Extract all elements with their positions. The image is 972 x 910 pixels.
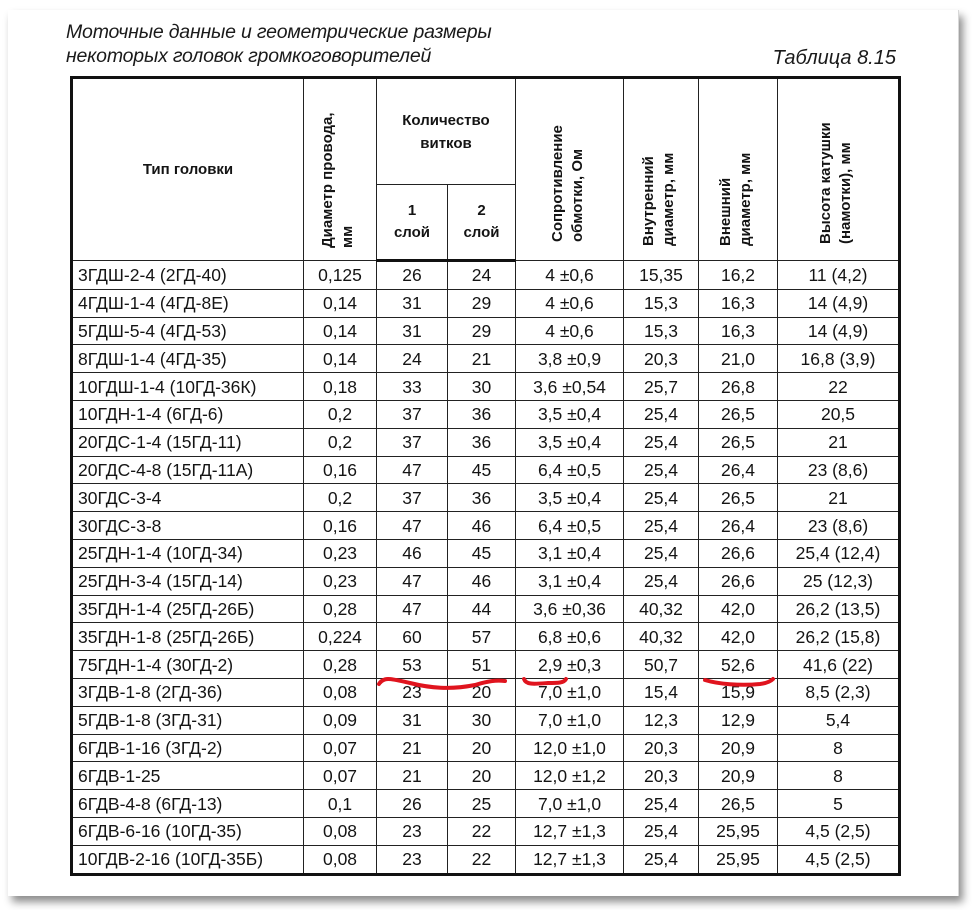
outer-diameter-cell: 52,6 xyxy=(699,651,778,679)
header-coil-height: Высота катушки (намотки), мм xyxy=(778,78,900,261)
layer-2-turns-cell: 57 xyxy=(448,623,516,651)
table-row xyxy=(72,345,900,373)
layer-2-turns-cell: 45 xyxy=(448,539,516,567)
wire-diameter-cell: 0,07 xyxy=(304,734,377,762)
type-cell: 10ГДН-1-4 (6ГД-6) xyxy=(72,400,304,428)
table-row xyxy=(72,261,900,290)
table-row xyxy=(72,373,900,401)
outer-diameter-cell: 15,9 xyxy=(699,678,778,706)
type-cell: 6ГДВ-4-8 (6ГД-13) xyxy=(72,790,304,818)
header-outer-diameter: Внешний диаметр, мм xyxy=(699,78,778,261)
inner-diameter-cell: 25,4 xyxy=(624,456,699,484)
outer-diameter-cell: 26,4 xyxy=(699,456,778,484)
table-row xyxy=(72,456,900,484)
outer-diameter-cell: 42,0 xyxy=(699,623,778,651)
header-layer-2: 2 слой xyxy=(448,185,516,261)
type-cell: 5ГДВ-1-8 (3ГД-31) xyxy=(72,706,304,734)
table-row xyxy=(72,428,900,456)
resistance-cell: 3,1 ±0,4 xyxy=(516,539,624,567)
coil-height-cell: 8 xyxy=(778,762,900,790)
resistance-cell: 6,4 ±0,5 xyxy=(516,512,624,540)
inner-diameter-cell: 25,4 xyxy=(624,817,699,845)
table-row xyxy=(72,845,900,874)
type-cell: 20ГДС-4-8 (15ГД-11А) xyxy=(72,456,304,484)
type-cell: 75ГДН-1-4 (30ГД-2) xyxy=(72,651,304,679)
layer-1-turns-cell: 31 xyxy=(377,317,448,345)
coil-height-cell: 8,5 (2,3) xyxy=(778,678,900,706)
type-cell: 10ГДВ-2-16 (10ГД-35Б) xyxy=(72,845,304,874)
outer-diameter-cell: 26,4 xyxy=(699,512,778,540)
resistance-cell: 7,0 ±1,0 xyxy=(516,790,624,818)
table-row xyxy=(72,317,900,345)
wire-diameter-cell: 0,18 xyxy=(304,373,377,401)
coil-height-cell: 14 (4,9) xyxy=(778,317,900,345)
wire-diameter-cell: 0,07 xyxy=(304,762,377,790)
layer-2-turns-cell: 36 xyxy=(448,400,516,428)
coil-height-cell: 23 (8,6) xyxy=(778,456,900,484)
wire-diameter-cell: 0,16 xyxy=(304,456,377,484)
resistance-cell: 7,0 ±1,0 xyxy=(516,678,624,706)
layer-1-turns-cell: 47 xyxy=(377,456,448,484)
header-inner-diameter: Внутренний диаметр, мм xyxy=(624,78,699,261)
layer-2-turns-cell: 30 xyxy=(448,706,516,734)
outer-diameter-cell: 26,6 xyxy=(699,539,778,567)
wire-diameter-cell: 0,09 xyxy=(304,706,377,734)
wire-diameter-cell: 0,2 xyxy=(304,428,377,456)
layer-1-turns-cell: 23 xyxy=(377,678,448,706)
table-row xyxy=(72,595,900,623)
table-row xyxy=(72,567,900,595)
wire-diameter-cell: 0,28 xyxy=(304,651,377,679)
wire-diameter-cell: 0,23 xyxy=(304,539,377,567)
inner-diameter-cell: 20,3 xyxy=(624,762,699,790)
type-cell: 25ГДН-1-4 (10ГД-34) xyxy=(72,539,304,567)
layer-1-turns-cell: 21 xyxy=(377,762,448,790)
resistance-cell: 7,0 ±1,0 xyxy=(516,706,624,734)
wire-diameter-cell: 0,23 xyxy=(304,567,377,595)
inner-diameter-cell: 15,3 xyxy=(624,289,699,317)
resistance-cell: 3,8 ±0,9 xyxy=(516,345,624,373)
table-row xyxy=(72,484,900,512)
inner-diameter-cell: 20,3 xyxy=(624,345,699,373)
table-number: Таблица 8.15 xyxy=(772,47,896,69)
resistance-cell: 3,5 ±0,4 xyxy=(516,484,624,512)
coil-height-cell: 16,8 (3,9) xyxy=(778,345,900,373)
outer-diameter-cell: 12,9 xyxy=(699,706,778,734)
inner-diameter-cell: 25,4 xyxy=(624,512,699,540)
type-cell: 10ГДШ-1-4 (10ГД-36К) xyxy=(72,373,304,401)
layer-2-turns-cell: 44 xyxy=(448,595,516,623)
layer-1-turns-cell: 26 xyxy=(377,261,448,290)
header-resistance: Сопротивление обмотки, Ом xyxy=(516,78,624,261)
wire-diameter-cell: 0,16 xyxy=(304,512,377,540)
header-type: Тип головки xyxy=(72,78,304,261)
table-row xyxy=(72,651,900,679)
layer-2-turns-cell: 22 xyxy=(448,817,516,845)
layer-2-turns-cell: 36 xyxy=(448,428,516,456)
coil-height-cell: 21 xyxy=(778,484,900,512)
coil-height-cell: 14 (4,9) xyxy=(778,289,900,317)
inner-diameter-cell: 12,3 xyxy=(624,706,699,734)
coil-height-cell: 41,6 (22) xyxy=(778,651,900,679)
outer-diameter-cell: 26,5 xyxy=(699,428,778,456)
outer-diameter-cell: 16,3 xyxy=(699,317,778,345)
wire-diameter-cell: 0,2 xyxy=(304,484,377,512)
header-wire-diameter: Диаметр провода, мм xyxy=(304,78,377,261)
type-cell: 35ГДН-1-4 (25ГД-26Б) xyxy=(72,595,304,623)
inner-diameter-cell: 40,32 xyxy=(624,595,699,623)
inner-diameter-cell: 25,7 xyxy=(624,373,699,401)
layer-2-turns-cell: 22 xyxy=(448,845,516,874)
resistance-cell: 3,1 ±0,4 xyxy=(516,567,624,595)
resistance-cell: 3,6 ±0,36 xyxy=(516,595,624,623)
type-cell: 20ГДС-1-4 (15ГД-11) xyxy=(72,428,304,456)
layer-2-turns-cell: 46 xyxy=(448,567,516,595)
inner-diameter-cell: 25,4 xyxy=(624,539,699,567)
wire-diameter-cell: 0,08 xyxy=(304,678,377,706)
table-row xyxy=(72,706,900,734)
wire-diameter-cell: 0,224 xyxy=(304,623,377,651)
layer-1-turns-cell: 23 xyxy=(377,845,448,874)
layer-2-turns-cell: 24 xyxy=(448,261,516,290)
layer-1-turns-cell: 47 xyxy=(377,595,448,623)
layer-2-turns-cell: 29 xyxy=(448,317,516,345)
coil-height-cell: 26,2 (15,8) xyxy=(778,623,900,651)
type-cell: 6ГДВ-6-16 (10ГД-35) xyxy=(72,817,304,845)
layer-2-turns-cell: 20 xyxy=(448,678,516,706)
outer-diameter-cell: 26,5 xyxy=(699,484,778,512)
layer-2-turns-cell: 46 xyxy=(448,512,516,540)
document-title xyxy=(66,20,492,68)
type-cell: 6ГДВ-1-25 xyxy=(72,762,304,790)
coil-height-cell: 20,5 xyxy=(778,400,900,428)
outer-diameter-cell: 16,2 xyxy=(699,261,778,290)
layer-1-turns-cell: 37 xyxy=(377,400,448,428)
table-row xyxy=(72,678,900,706)
header-layer-1: 1 слой xyxy=(377,185,448,261)
outer-diameter-cell: 42,0 xyxy=(699,595,778,623)
inner-diameter-cell: 15,3 xyxy=(624,317,699,345)
resistance-cell: 3,6 ±0,54 xyxy=(516,373,624,401)
layer-1-turns-cell: 37 xyxy=(377,484,448,512)
inner-diameter-cell: 25,4 xyxy=(624,484,699,512)
layer-1-turns-cell: 31 xyxy=(377,706,448,734)
outer-diameter-cell: 20,9 xyxy=(699,734,778,762)
coil-height-cell: 23 (8,6) xyxy=(778,512,900,540)
layer-1-turns-cell: 60 xyxy=(377,623,448,651)
header-row-top xyxy=(72,78,900,185)
layer-1-turns-cell: 53 xyxy=(377,651,448,679)
table-row xyxy=(72,623,900,651)
resistance-cell: 4 ±0,6 xyxy=(516,289,624,317)
wire-diameter-cell: 0,14 xyxy=(304,345,377,373)
layer-2-turns-cell: 21 xyxy=(448,345,516,373)
inner-diameter-cell: 25,4 xyxy=(624,400,699,428)
coil-height-cell: 22 xyxy=(778,373,900,401)
layer-2-turns-cell: 29 xyxy=(448,289,516,317)
layer-2-turns-cell: 30 xyxy=(448,373,516,401)
type-cell: 6ГДВ-1-16 (3ГД-2) xyxy=(72,734,304,762)
resistance-cell: 2,9 ±0,3 xyxy=(516,651,624,679)
wire-diameter-cell: 0,14 xyxy=(304,317,377,345)
inner-diameter-cell: 50,7 xyxy=(624,651,699,679)
outer-diameter-cell: 21,0 xyxy=(699,345,778,373)
layer-1-turns-cell: 26 xyxy=(377,790,448,818)
resistance-cell: 6,8 ±0,6 xyxy=(516,623,624,651)
table-row xyxy=(72,817,900,845)
wire-diameter-cell: 0,125 xyxy=(304,261,377,290)
inner-diameter-cell: 25,4 xyxy=(624,845,699,874)
resistance-cell: 12,7 ±1,3 xyxy=(516,817,624,845)
type-cell: 3ГДШ-2-4 (2ГД-40) xyxy=(72,261,304,290)
coil-height-cell: 4,5 (2,5) xyxy=(778,817,900,845)
title-line-2: некоторых головок громкоговорителей xyxy=(66,45,432,67)
layer-1-turns-cell: 23 xyxy=(377,817,448,845)
layer-1-turns-cell: 37 xyxy=(377,428,448,456)
coil-height-cell: 25,4 (12,4) xyxy=(778,539,900,567)
outer-diameter-cell: 26,5 xyxy=(699,790,778,818)
resistance-cell: 4 ±0,6 xyxy=(516,317,624,345)
table-row xyxy=(72,512,900,540)
resistance-cell: 4 ±0,6 xyxy=(516,261,624,290)
wire-diameter-cell: 0,08 xyxy=(304,845,377,874)
resistance-cell: 6,4 ±0,5 xyxy=(516,456,624,484)
wire-diameter-cell: 0,2 xyxy=(304,400,377,428)
type-cell: 4ГДШ-1-4 (4ГД-8Е) xyxy=(72,289,304,317)
wire-diameter-cell: 0,14 xyxy=(304,289,377,317)
coil-height-cell: 25 (12,3) xyxy=(778,567,900,595)
inner-diameter-cell: 15,4 xyxy=(624,678,699,706)
layer-2-turns-cell: 36 xyxy=(448,484,516,512)
layer-1-turns-cell: 47 xyxy=(377,567,448,595)
type-cell: 35ГДН-1-8 (25ГД-26Б) xyxy=(72,623,304,651)
resistance-cell: 12,7 ±1,3 xyxy=(516,845,624,874)
wire-diameter-cell: 0,28 xyxy=(304,595,377,623)
type-cell: 30ГДС-3-4 xyxy=(72,484,304,512)
type-cell: 5ГДШ-5-4 (4ГД-53) xyxy=(72,317,304,345)
coil-height-cell: 21 xyxy=(778,428,900,456)
table-row xyxy=(72,734,900,762)
layer-2-turns-cell: 20 xyxy=(448,734,516,762)
table-row xyxy=(72,400,900,428)
header-turns-count: Количество витков xyxy=(377,78,516,185)
coil-height-cell: 5 xyxy=(778,790,900,818)
wire-diameter-cell: 0,08 xyxy=(304,817,377,845)
layer-1-turns-cell: 31 xyxy=(377,289,448,317)
layer-1-turns-cell: 46 xyxy=(377,539,448,567)
table-row xyxy=(72,289,900,317)
resistance-cell: 12,0 ±1,2 xyxy=(516,762,624,790)
outer-diameter-cell: 25,95 xyxy=(699,817,778,845)
outer-diameter-cell: 25,95 xyxy=(699,845,778,874)
inner-diameter-cell: 25,4 xyxy=(624,567,699,595)
outer-diameter-cell: 26,8 xyxy=(699,373,778,401)
resistance-cell: 3,5 ±0,4 xyxy=(516,428,624,456)
coil-height-cell: 4,5 (2,5) xyxy=(778,845,900,874)
layer-2-turns-cell: 51 xyxy=(448,651,516,679)
layer-1-turns-cell: 33 xyxy=(377,373,448,401)
layer-1-turns-cell: 24 xyxy=(377,345,448,373)
table-row xyxy=(72,539,900,567)
inner-diameter-cell: 15,35 xyxy=(624,261,699,290)
resistance-cell: 12,0 ±1,0 xyxy=(516,734,624,762)
outer-diameter-cell: 20,9 xyxy=(699,762,778,790)
layer-2-turns-cell: 25 xyxy=(448,790,516,818)
resistance-cell: 3,5 ±0,4 xyxy=(516,400,624,428)
coil-height-cell: 26,2 (13,5) xyxy=(778,595,900,623)
inner-diameter-cell: 25,4 xyxy=(624,428,699,456)
table-row xyxy=(72,762,900,790)
coil-height-cell: 5,4 xyxy=(778,706,900,734)
coil-height-cell: 8 xyxy=(778,734,900,762)
table-row xyxy=(72,790,900,818)
type-cell: 25ГДН-3-4 (15ГД-14) xyxy=(72,567,304,595)
inner-diameter-cell: 20,3 xyxy=(624,734,699,762)
type-cell: 8ГДШ-1-4 (4ГД-35) xyxy=(72,345,304,373)
outer-diameter-cell: 16,3 xyxy=(699,289,778,317)
type-cell: 3ГДВ-1-8 (2ГД-36) xyxy=(72,678,304,706)
outer-diameter-cell: 26,6 xyxy=(699,567,778,595)
winding-data-table xyxy=(70,76,901,876)
coil-height-cell: 11 (4,2) xyxy=(778,261,900,290)
inner-diameter-cell: 25,4 xyxy=(624,790,699,818)
layer-1-turns-cell: 47 xyxy=(377,512,448,540)
wire-diameter-cell: 0,1 xyxy=(304,790,377,818)
inner-diameter-cell: 40,32 xyxy=(624,623,699,651)
layer-2-turns-cell: 20 xyxy=(448,762,516,790)
outer-diameter-cell: 26,5 xyxy=(699,400,778,428)
layer-2-turns-cell: 45 xyxy=(448,456,516,484)
type-cell: 30ГДС-3-8 xyxy=(72,512,304,540)
layer-1-turns-cell: 21 xyxy=(377,734,448,762)
title-line-1: Моточные данные и геометрические размеры xyxy=(66,21,492,43)
